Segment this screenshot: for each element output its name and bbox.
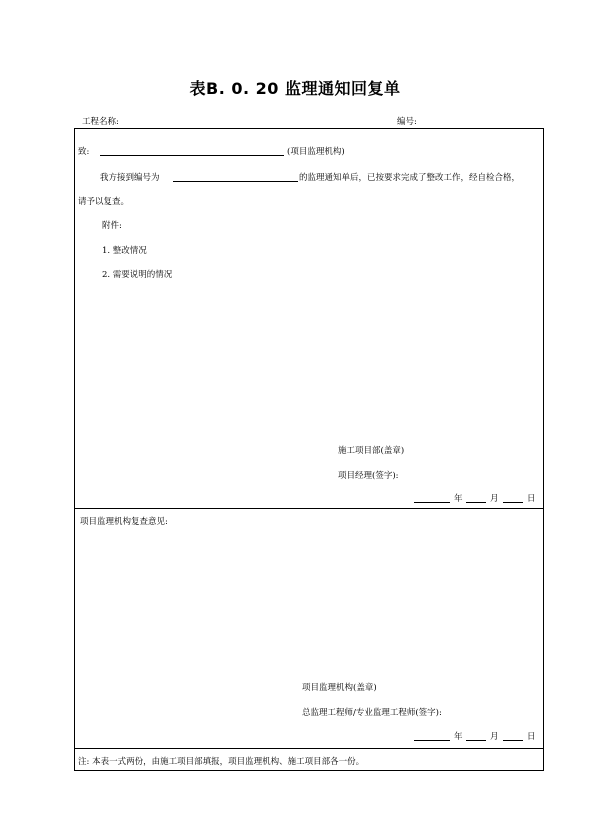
project-name-label: 工程名称: <box>82 117 119 127</box>
month-label-2: 月 <box>490 732 499 742</box>
recipient-suffix: (项目监理机构) <box>287 147 345 157</box>
attachments-label: 附件: <box>102 221 122 231</box>
year-field-2[interactable] <box>414 740 450 741</box>
day-field-2[interactable] <box>503 740 523 741</box>
month-field[interactable] <box>466 502 486 503</box>
review-opinion-label: 项目监理机构复查意见: <box>80 517 168 527</box>
to-label: 致: <box>78 147 90 157</box>
serial-number-label: 编号: <box>397 117 417 127</box>
notice-number-field[interactable] <box>173 181 298 182</box>
project-manager-sign-label: 项目经理(签字): <box>338 471 399 481</box>
month-field-2[interactable] <box>466 740 486 741</box>
day-label-2: 日 <box>527 732 536 742</box>
contractor-seal-label: 施工项目部(盖章) <box>338 446 405 456</box>
month-label: 月 <box>490 494 499 504</box>
body-line-2: 请予以复查。 <box>78 197 130 207</box>
recipient-field[interactable] <box>100 155 284 156</box>
day-label: 日 <box>527 494 536 504</box>
body-prefix: 我方接到编号为 <box>100 173 160 183</box>
form-frame <box>74 128 544 771</box>
day-field[interactable] <box>503 502 523 503</box>
chief-engineer-sign-label: 总监理工程师/专业监理工程师(签字): <box>302 708 442 718</box>
page-title: 表B. 0. 20 监理通知回复单 <box>189 79 401 98</box>
year-label: 年 <box>454 494 463 504</box>
attachment-item-1: 1. 整改情况 <box>102 246 147 256</box>
body-suffix: 的监理通知单后，已按要求完成了整改工作，经自检合格， <box>299 173 521 183</box>
attachment-item-2: 2. 需要说明的情况 <box>102 270 173 280</box>
supervisor-seal-label: 项目监理机构(盖章) <box>302 683 377 693</box>
year-field[interactable] <box>414 502 450 503</box>
form-note: 注: 本表一式两份，由施工项目部填报，项目监理机构、施工项目部各一份。 <box>78 757 365 767</box>
year-label-2: 年 <box>454 732 463 742</box>
section-divider <box>74 508 544 509</box>
note-divider <box>74 748 544 749</box>
